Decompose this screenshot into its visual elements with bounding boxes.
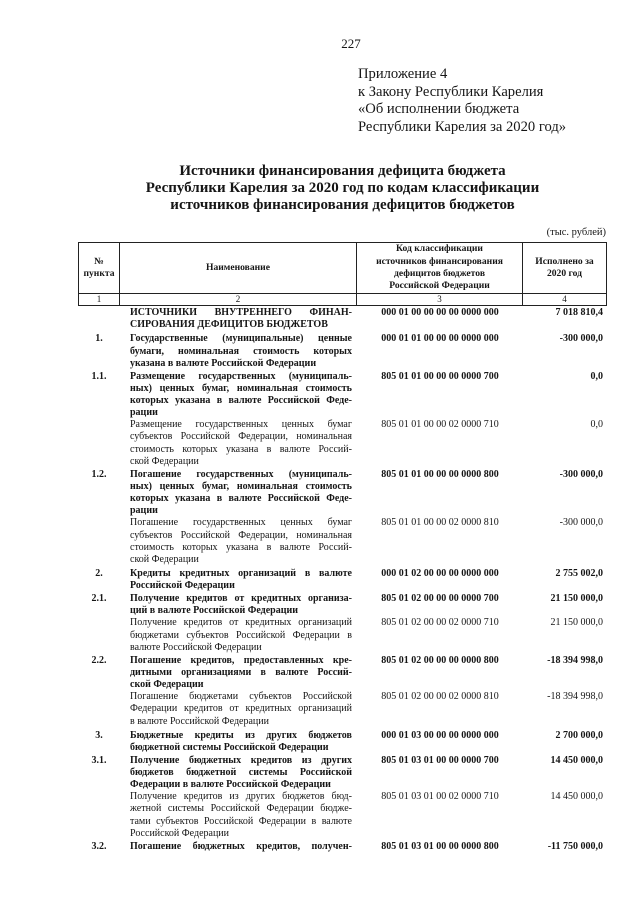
row-name-line: указана в валюте Российской Федерации — [130, 357, 317, 369]
word: Получение — [130, 593, 180, 605]
row-name — [120, 655, 357, 692]
row-name-line — [130, 493, 352, 505]
header-number — [78, 242, 120, 294]
word: бюджетов — [308, 729, 352, 741]
row-name — [120, 617, 357, 654]
row-code: 000 01 02 00 00 00 0000 000 — [381, 568, 499, 580]
word: Размещение — [130, 419, 182, 431]
word: Феде- — [326, 394, 352, 406]
row-name-line — [130, 431, 352, 443]
row-name-line — [130, 568, 352, 580]
word: стоимость — [305, 382, 352, 394]
word: тами — [130, 815, 151, 827]
row-name-line — [130, 841, 352, 853]
word: бюджетной — [186, 766, 237, 778]
row-amount: -300 000,0 — [559, 333, 603, 345]
word: валюте — [228, 394, 262, 406]
word: государственных — [195, 419, 269, 431]
word: из — [245, 729, 255, 741]
word: Федерации, — [238, 529, 288, 541]
header-code-line: Код классификации — [396, 243, 483, 255]
word: государственных — [196, 468, 274, 480]
word: в — [216, 394, 223, 406]
row-name-line — [130, 703, 352, 715]
word: других — [266, 729, 297, 741]
row-name-line: Российской Федерации — [130, 827, 230, 839]
row-amount: 21 150 000,0 — [550, 617, 603, 629]
row-name-line: валюте Российской Федерации — [130, 641, 262, 653]
word: которых — [130, 394, 169, 406]
word: от — [229, 617, 239, 629]
row-code: 805 01 01 00 00 00 0000 700 — [381, 370, 499, 382]
word: которых — [182, 443, 218, 455]
row-amount: 14 450 000,0 — [550, 791, 603, 803]
table-row — [78, 617, 607, 654]
row-name-line — [130, 730, 352, 742]
row-code: 805 01 02 00 00 02 0000 710 — [381, 617, 499, 629]
row-code: 805 01 03 01 00 00 0000 700 — [381, 754, 499, 766]
row-amount: 2 700 000,0 — [555, 729, 603, 741]
row-number: 2.1. — [91, 593, 107, 605]
row-name-line — [130, 593, 352, 605]
column-number: 3 — [357, 294, 523, 306]
column-number: 2 — [120, 294, 357, 306]
word: системы — [248, 766, 288, 778]
word: Россий- — [318, 541, 352, 553]
row-amount: 2 755 002,0 — [555, 568, 603, 580]
word: Федерации — [292, 629, 340, 641]
word: государственных — [192, 517, 266, 529]
word: субъектов — [130, 529, 173, 541]
word: бумаг — [327, 517, 352, 529]
row-code: 000 01 01 00 00 00 0000 000 — [381, 333, 499, 345]
column-numbers-row — [78, 294, 607, 306]
word: бюджетами — [189, 691, 239, 703]
word: ных) — [130, 480, 152, 492]
word: ценных — [159, 382, 195, 394]
row-name-line: Российской Федерации — [130, 580, 235, 592]
table-row — [78, 419, 607, 468]
row-number — [78, 419, 120, 468]
row-name — [120, 371, 357, 420]
row-name — [120, 593, 357, 617]
word: жетной — [130, 803, 162, 815]
row-name-line: рации — [130, 407, 158, 419]
title-line: Республики Карелия за 2020 год по кодам классификации — [145, 180, 540, 196]
word: Получение — [130, 754, 180, 766]
word: Россий- — [317, 666, 352, 678]
word: валюте — [279, 541, 311, 553]
appendix-line: Приложение 4 — [358, 66, 448, 82]
row-amount: -18 394 998,0 — [547, 654, 603, 666]
word: Российской — [299, 766, 352, 778]
word: (муниципаль- — [288, 468, 352, 480]
word: указана — [225, 443, 259, 455]
word: от — [234, 593, 245, 605]
document-title — [78, 163, 607, 214]
row-name-line: бюджетной системы Российской Федерации — [130, 741, 329, 753]
row-amount: 0,0 — [590, 419, 603, 431]
word: (муниципаль- — [288, 370, 352, 382]
word: в — [347, 629, 352, 641]
row-name-line — [130, 517, 352, 529]
row-name-line — [130, 333, 352, 345]
table-row — [78, 370, 607, 419]
row-name-line — [130, 630, 352, 642]
row-number: 1.1. — [91, 370, 107, 382]
word: кредитных — [179, 568, 230, 580]
word: Кредиты — [130, 568, 171, 580]
word: Российской — [236, 629, 286, 641]
word: Феде- — [326, 493, 352, 504]
row-name-line — [130, 791, 352, 803]
word: организациями — [181, 666, 252, 678]
word: бумаг — [327, 419, 352, 431]
word: указана — [225, 541, 259, 553]
word: субъектов — [156, 815, 199, 827]
word: Бюджетные — [130, 729, 184, 741]
word: в — [266, 443, 272, 455]
row-number: 2.2. — [91, 654, 107, 666]
row-number: 1.2. — [91, 468, 107, 480]
word: в — [304, 568, 311, 580]
header-number-line: пункта — [83, 268, 115, 279]
row-name-line — [130, 481, 352, 493]
word: в — [260, 666, 266, 678]
row-name-line: рации — [130, 505, 158, 517]
word: субъектов — [130, 431, 173, 443]
word: бюджетов — [282, 791, 325, 803]
appendix-block — [358, 66, 566, 136]
word: номинальная — [236, 382, 298, 394]
word: валюте — [228, 493, 262, 504]
word: бюджетов — [130, 766, 174, 778]
table-row — [78, 593, 607, 618]
header-code-line: дефицитов бюджетов — [393, 268, 486, 279]
row-name-line — [130, 617, 352, 629]
word: бумаг, — [201, 382, 230, 394]
word: бюд- — [331, 791, 352, 803]
word: указана — [175, 493, 211, 504]
row-name-line — [130, 307, 352, 319]
row-name-line — [130, 767, 352, 779]
word: валюте — [319, 568, 352, 580]
header-number-line: № — [94, 255, 104, 267]
table-row — [78, 654, 607, 691]
word: Россий- — [318, 443, 352, 455]
row-code: 805 01 01 00 00 02 0000 710 — [381, 419, 499, 431]
word: Государственные — [130, 333, 208, 345]
row-name-line: ской Федерации — [130, 553, 199, 565]
word: Федерации — [266, 803, 314, 815]
column-number: 4 — [523, 294, 607, 306]
word: Погашение — [130, 691, 179, 703]
row-amount: -300 000,0 — [559, 468, 603, 480]
word: Российской — [203, 815, 254, 827]
row-name-line — [130, 469, 352, 481]
row-code: 000 01 00 00 00 00 0000 000 — [381, 307, 499, 318]
word: от — [229, 703, 239, 715]
row-number — [78, 691, 120, 728]
word: ценных — [159, 480, 195, 492]
word: Размещение — [130, 370, 186, 382]
word: которых — [313, 345, 352, 357]
row-name-line — [130, 346, 352, 358]
row-name — [120, 419, 357, 468]
table-row — [78, 306, 607, 331]
header-code-line: Российской Федерации — [389, 280, 490, 292]
row-name-line — [130, 655, 352, 667]
word: бюдже- — [320, 803, 352, 815]
row-name — [120, 469, 357, 518]
table-row — [78, 691, 607, 728]
row-name-line: СИРОВАНИЯ ДЕФИЦИТОВ БЮДЖЕТОВ — [130, 319, 328, 331]
row-name-line — [130, 383, 352, 395]
row-name — [120, 841, 357, 853]
row-code: 805 01 02 00 00 02 0000 810 — [381, 691, 499, 703]
word: других — [245, 791, 276, 803]
header-amount — [523, 242, 607, 294]
word: государственных — [198, 370, 276, 382]
row-name — [120, 755, 357, 792]
row-amount: -300 000,0 — [559, 517, 603, 529]
word: ных) — [130, 382, 152, 394]
word: кредитов — [250, 754, 293, 766]
word: Получение — [130, 617, 177, 629]
word: которых — [130, 493, 169, 504]
table-row — [78, 791, 607, 840]
table-body — [78, 306, 607, 853]
row-name-line — [130, 816, 352, 828]
row-name-line — [130, 542, 352, 554]
row-code: 805 01 03 01 00 02 0000 710 — [381, 791, 499, 803]
row-name — [120, 333, 357, 370]
word: бюджетных — [188, 754, 242, 766]
row-name-line — [130, 444, 352, 456]
row-name-line — [130, 755, 352, 767]
word: Российской — [267, 394, 320, 406]
word: Погашение — [130, 517, 179, 529]
table-row — [78, 840, 607, 853]
word: номинальная — [296, 529, 352, 541]
page-number: 227 — [341, 36, 361, 51]
word: бумаги, — [130, 345, 165, 357]
row-name — [120, 307, 357, 331]
row-amount: 14 450 000,0 — [550, 754, 603, 766]
row-name — [120, 791, 357, 840]
header-amount-line: 2020 год — [546, 268, 583, 279]
appendix-line: «Об исполнении бюджета — [358, 101, 520, 118]
row-name-line — [130, 395, 352, 407]
row-code: 805 01 02 00 00 00 0000 800 — [381, 654, 499, 666]
word: кредитных — [245, 703, 292, 715]
column-number: 1 — [78, 294, 120, 306]
word: организаций — [238, 568, 297, 580]
table-row — [78, 754, 607, 791]
header-name-line: Наименование — [206, 261, 270, 273]
word: Российской — [302, 691, 352, 703]
sources-table — [78, 242, 607, 853]
header-code-line: источников финансирования — [376, 255, 503, 267]
word: указана — [175, 394, 211, 406]
word: стоимость — [253, 345, 300, 357]
word: субъектов — [186, 629, 229, 641]
word: кредитов — [186, 593, 228, 605]
word: кредитов — [183, 791, 223, 803]
word: ценные — [318, 333, 352, 345]
row-name — [120, 730, 357, 754]
word: дитными — [130, 666, 172, 678]
row-number: 2. — [95, 568, 103, 580]
word: кредитных — [251, 593, 302, 605]
word: которых — [182, 541, 218, 553]
row-amount: 21 150 000,0 — [550, 593, 603, 605]
word: бюджетами — [130, 629, 179, 641]
title-line: источников финансирования дефицитов бюджетов — [170, 197, 515, 213]
word: бумаг, — [201, 480, 230, 492]
word: Получение — [130, 791, 177, 803]
word: номинальная — [296, 431, 352, 443]
word: кредитов — [183, 617, 223, 629]
word: Федерации, — [238, 431, 288, 443]
row-name-line: в валюте Российской Федерации — [130, 715, 269, 727]
table-row — [78, 468, 607, 517]
word: валюте — [279, 443, 311, 455]
word: субъектов — [249, 691, 292, 703]
table-row — [78, 517, 607, 566]
row-number — [78, 791, 120, 840]
word: предоставленных — [243, 654, 324, 666]
row-amount: 7 018 810,4 — [555, 307, 603, 318]
word: ИСТОЧНИКИ — [130, 307, 197, 318]
row-name-line — [130, 691, 352, 703]
row-name — [120, 691, 357, 728]
word: в — [266, 541, 272, 553]
word: бюджетных — [192, 840, 245, 852]
appendix-line: Республики Карелия за 2020 год» — [358, 118, 567, 135]
header-code — [357, 242, 523, 294]
word: кредитов, — [190, 654, 235, 666]
table-row — [78, 728, 607, 754]
word: Погашение — [130, 468, 182, 480]
word: ценных — [281, 419, 314, 431]
word: стоимость — [130, 541, 174, 553]
word: валюте — [321, 815, 352, 827]
word: организа- — [307, 593, 352, 605]
word: в — [216, 493, 223, 504]
word: ценных — [280, 517, 313, 529]
row-code: 805 01 01 00 00 00 0000 800 — [381, 468, 499, 480]
word: стоимость — [305, 480, 352, 492]
word: Российской — [180, 529, 230, 541]
row-name-line: ций в валюте Российской Федерации — [130, 605, 298, 617]
row-name-line — [130, 371, 352, 383]
row-code: 805 01 01 00 00 02 0000 810 — [381, 517, 499, 529]
row-number: 3.2. — [91, 840, 107, 852]
row-number — [78, 517, 120, 566]
word: из — [301, 754, 312, 766]
row-number — [78, 307, 120, 331]
title-line: Источники финансирования дефицита бюджета — [179, 163, 506, 179]
row-code: 805 01 02 00 00 00 0000 700 — [381, 593, 499, 605]
word: кре- — [332, 654, 352, 666]
word: номинальная — [236, 480, 298, 492]
row-name-line — [130, 667, 352, 679]
word: из — [229, 791, 239, 803]
row-amount: -18 394 998,0 — [547, 691, 603, 703]
word: Погашение — [130, 840, 182, 852]
word: системы — [167, 803, 204, 815]
word: номинальная — [178, 345, 240, 357]
word: других — [321, 754, 352, 766]
row-name-line — [130, 419, 352, 431]
word: Федерации — [258, 815, 306, 827]
word: в — [311, 815, 317, 827]
header-name — [120, 242, 357, 294]
word: ВНУТРЕННЕГО — [214, 307, 292, 318]
row-name-line — [130, 530, 352, 542]
word: кредитов — [184, 703, 223, 715]
word: стоимость — [130, 443, 174, 455]
word: кредитных — [245, 617, 292, 629]
row-name-line: ской Федерации — [130, 455, 199, 467]
row-amount: 0,0 — [590, 370, 603, 382]
word: Погашение — [130, 654, 182, 666]
word: организаций — [298, 617, 352, 629]
row-number: 3.1. — [91, 754, 107, 766]
appendix-line: к Закону Республики Карелия — [358, 83, 544, 100]
row-name — [120, 517, 357, 566]
word: кредитов, — [256, 840, 301, 852]
word: Российской — [210, 803, 260, 815]
word: валюте — [275, 666, 309, 678]
header-amount-line: Исполнено за — [535, 255, 594, 267]
word: ФИНАН- — [309, 307, 352, 318]
row-code: 000 01 03 00 00 00 0000 000 — [381, 729, 499, 741]
word: Российской — [180, 431, 230, 443]
word: Российской — [267, 493, 320, 504]
row-code: 805 01 03 01 00 00 0000 800 — [381, 840, 499, 852]
row-number: 3. — [95, 729, 103, 741]
row-name-line: ской Федерации — [130, 679, 204, 690]
table-header — [78, 242, 607, 294]
word: получен- — [311, 840, 352, 852]
row-name-line: Федерации в валюте Российской Федерации — [130, 779, 331, 791]
table-row — [78, 566, 607, 592]
word: кредиты — [194, 729, 234, 741]
word: Федерации — [130, 703, 178, 715]
word: (муниципальные) — [222, 333, 304, 345]
row-number: 1. — [95, 333, 103, 345]
row-name — [120, 568, 357, 592]
table-row — [78, 331, 607, 370]
units-note: (тыс. рублей) — [546, 227, 606, 238]
row-amount: -11 750 000,0 — [547, 840, 603, 852]
row-name-line — [130, 803, 352, 815]
word: организаций — [298, 703, 352, 715]
row-number — [78, 617, 120, 654]
